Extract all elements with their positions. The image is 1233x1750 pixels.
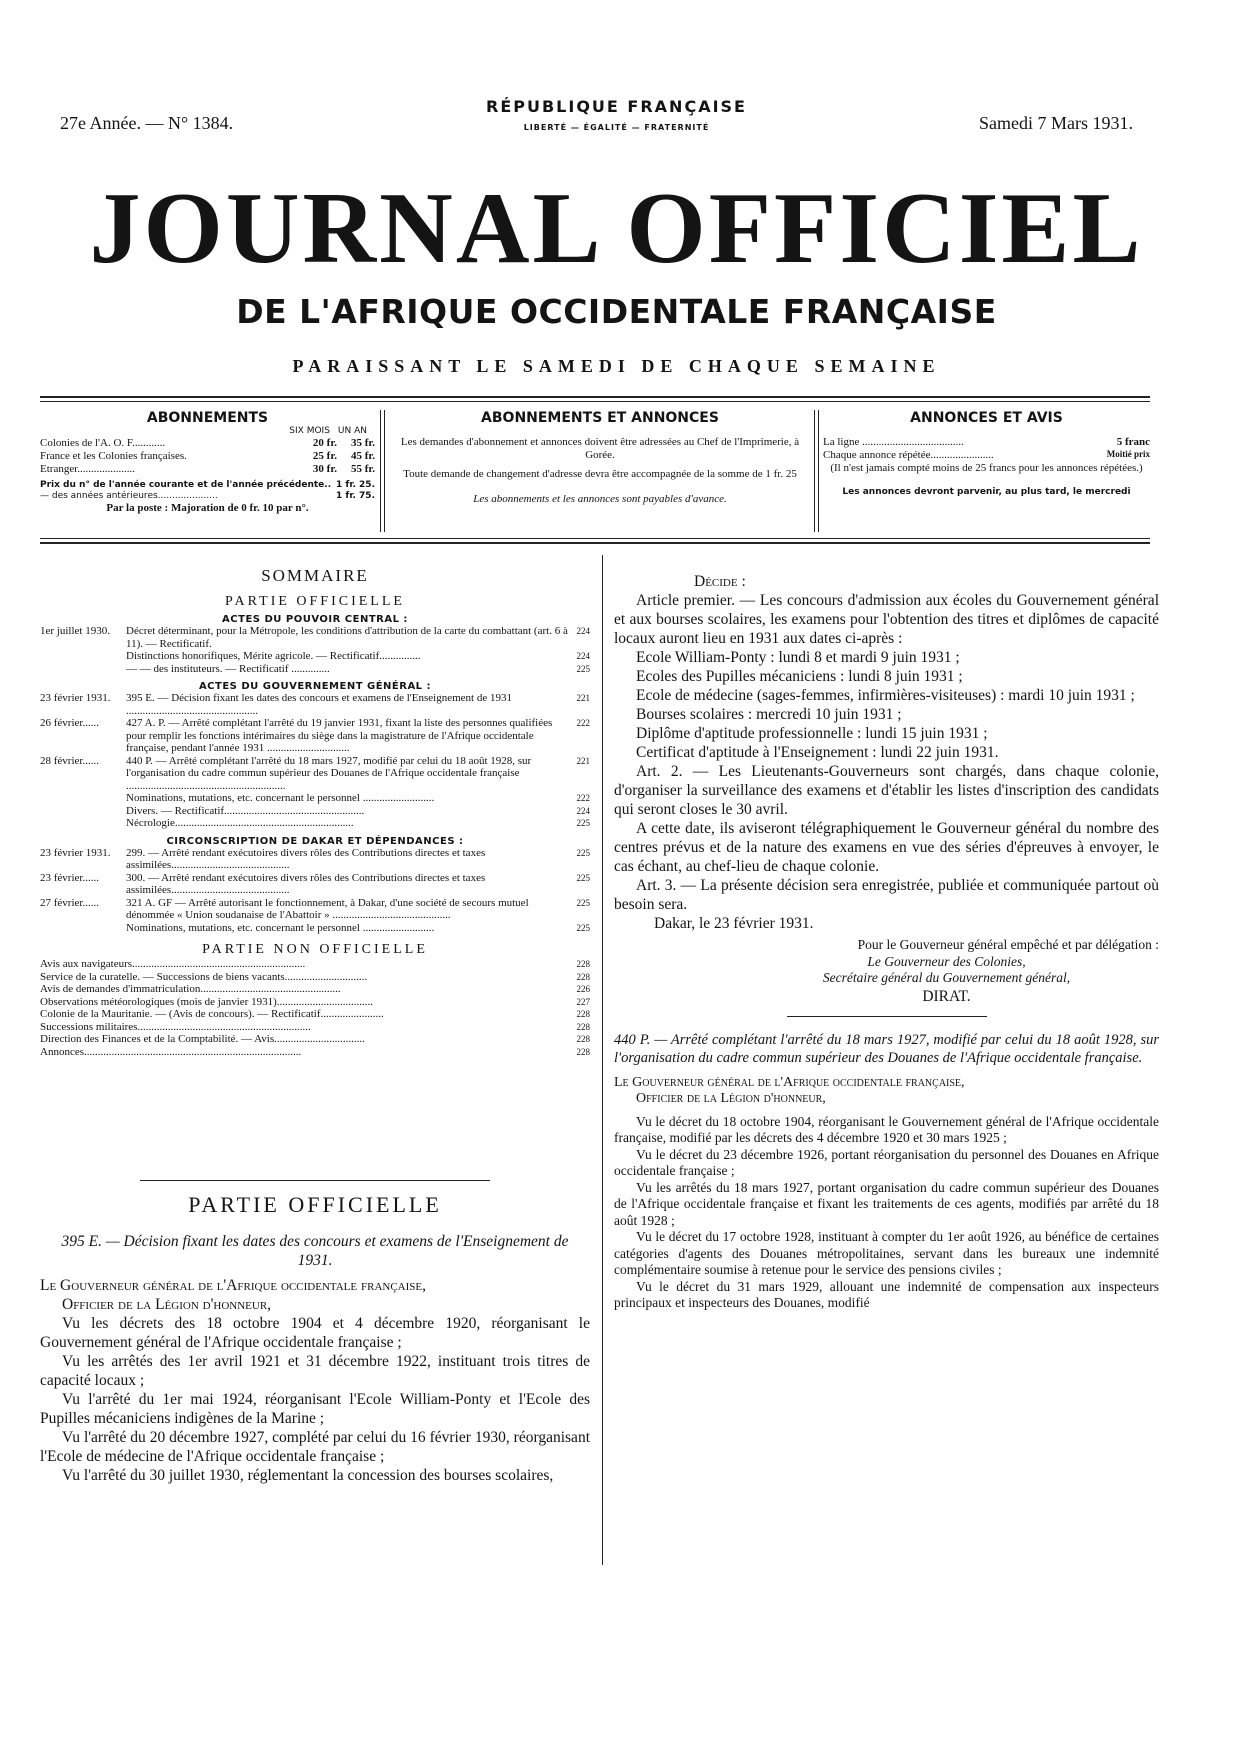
signature-delegation: Pour le Gouverneur général empêché et par délégation : bbox=[857, 937, 1159, 952]
toc-page-number: 221 bbox=[576, 755, 590, 766]
toc-dakar-list bbox=[40, 847, 590, 935]
toc-date bbox=[40, 817, 126, 830]
decision-title: 395 E. — Décision fixant les dates des concours et examens de l'Enseignement de 1931. bbox=[61, 1233, 569, 1269]
toc-entry bbox=[40, 983, 590, 996]
poste-note: Par la poste : Majoration de 0 fr. 10 par n°. bbox=[106, 502, 309, 514]
toc-text: Divers. — Rectificatif................................................... bbox=[126, 804, 365, 817]
toc-entry bbox=[40, 1008, 590, 1021]
toc-entry bbox=[40, 805, 590, 818]
toc-non-officielle-list bbox=[40, 958, 590, 1058]
toc-page-number: 225 bbox=[576, 818, 590, 828]
considerant-paragraph: Vu le décret du 17 octobre 1928, instituant à compter du 1er août 1926, au bénéfice de certaines catégories d'agents des Douanes métropolitaines, servant dans les bureaux une indemnité complémentaire soumise à retenue pour le service des pensions civiles ; bbox=[614, 1229, 1159, 1277]
considerant-paragraph: Vu l'arrêté du 30 juillet 1930, réglementant la concession des bourses scolaires, bbox=[62, 1467, 554, 1484]
toc-pouvoir-list bbox=[40, 625, 590, 675]
left-body bbox=[40, 1192, 590, 1485]
gouverneur-line: Le Gouverneur général de l'Afrique occidentale française, bbox=[40, 1277, 426, 1294]
toc-text: Colonie de la Mauritanie. — (Avis de concours). — Rectificatif....................... bbox=[40, 1008, 384, 1020]
issue-date: Samedi 7 Mars 1931. bbox=[979, 113, 1133, 133]
signature-role-2: Secrétaire général du Gouvernement général, bbox=[822, 970, 1071, 985]
toc-text: 300. — Arrêté rendant exécutoires divers rôles des Contributions directes et taxes assimilées........................................... bbox=[126, 871, 486, 896]
toc-entry bbox=[40, 625, 590, 650]
ligne-row: La ligne ..................................... 5 franc bbox=[823, 436, 1150, 448]
abonnements-box bbox=[40, 410, 375, 530]
considerant-paragraph: Vu les arrêtés des 1er avril 1921 et 31 décembre 1922, instituant trois titres de capacité locaux ; bbox=[40, 1353, 590, 1389]
toc-page-number: 224 bbox=[576, 805, 590, 816]
issue-number: 27e Année. — N° 1384. bbox=[60, 113, 234, 133]
toc-text: 299. — Arrêté rendant exécutoires divers rôles des Contributions directes et taxes assimilées........................................... bbox=[126, 846, 486, 871]
article-3: Art. 3. — La présente décision sera enregistrée, publiée et communiquée partout où besoin sera. bbox=[614, 877, 1159, 913]
periodicity-line: PARAISSANT LE SAMEDI DE CHAQUE SEMAINE bbox=[292, 356, 941, 376]
toc-page-number: 225 bbox=[576, 897, 590, 908]
toc-text: Décret déterminant, pour la Métropole, les conditions d'attribution de la carte du combattant (art. 6 à 11). — Rectificatif. bbox=[126, 625, 568, 650]
toc-page-number: 227 bbox=[576, 996, 590, 1007]
un-an-label: UN AN bbox=[337, 426, 367, 436]
toc-text: Observations météorologiques (mois de janvier 1931)................................... bbox=[40, 995, 374, 1008]
toc-text: 427 A. P. — Arrêté complétant l'arrêté du 19 janvier 1931, fixant la liste des personnes qualifiées pour remplir les fonctions intérimaires du siège dans la magistrature de l'Afrique occidentale française, pendant l'année 1931 .............................. bbox=[126, 717, 553, 754]
header-rule-top bbox=[40, 396, 1150, 398]
deadline-note: Les annonces devront parvenir, au plus tard, le mercredi bbox=[842, 487, 1131, 497]
toc-text: 321 A. GF — Arrêté autorisant le fonctionnement, à Dakar, d'une société de secours mutuel dénommée « Union soudanaise de l'Abattoir » ........................................... bbox=[126, 896, 529, 921]
toc-entry bbox=[40, 1021, 590, 1034]
toc-page-number: 226 bbox=[576, 984, 590, 994]
toc-page-number: 225 bbox=[576, 872, 590, 883]
abonnements-heading: ABONNEMENTS bbox=[146, 410, 269, 426]
decide-heading: Décide : bbox=[694, 573, 746, 590]
tarif-row: France et les Colonies françaises. 25 fr. 45 fr. bbox=[40, 450, 375, 462]
changement-note: Toute demande de changement d'adresse devra être accompagnée de la somme de 1 fr. 25 bbox=[403, 468, 797, 480]
considerant-paragraph: Vu l'arrêté du 20 décembre 1927, complété par celui du 16 février 1930, réorganisant l'Ecole de médecine de l'Afrique occidentale française ; bbox=[40, 1429, 590, 1465]
officier-line: Officier de la Légion d'honneur, bbox=[62, 1296, 272, 1313]
toc-text: Direction des Finances et de la Comptabilité. — Avis................................. bbox=[40, 1033, 365, 1045]
tarif-row: Etranger..................... 30 fr. 55 fr. bbox=[40, 463, 375, 475]
toc-date: 1er juillet 1930. bbox=[40, 625, 110, 637]
toc-text: Nominations, mutations, etc. concernant le personnel .......................... bbox=[126, 921, 435, 934]
partie-officielle-title: PARTIE OFFICIELLE bbox=[188, 1192, 442, 1217]
exam-date-line: Ecole de médecine (sages-femmes, infirmières-visiteuses) : mardi 10 juin 1931 ; bbox=[636, 687, 1135, 704]
toc-date bbox=[40, 792, 126, 805]
partie-officielle-heading: PARTIE OFFICIELLE bbox=[225, 594, 405, 609]
toc-date: 23 février 1931. bbox=[40, 692, 111, 704]
toc-page-number: 224 bbox=[576, 651, 590, 661]
toc-date bbox=[40, 663, 126, 676]
box-divider bbox=[818, 410, 819, 532]
considerant-paragraph: Vu les arrêtés du 18 mars 1927, portant organisation du cadre commun supérieur des Douanes de l'Afrique occidentale française et fixant les traitements de ces agents, modifiés par arrêté du 18 août 1928 ; bbox=[614, 1179, 1159, 1228]
toc-page-number: 221 bbox=[576, 693, 590, 703]
toc-page-number: 225 bbox=[576, 847, 590, 858]
place-date: Dakar, le 23 février 1931. bbox=[654, 915, 814, 932]
abonnements-annonces-box bbox=[390, 410, 810, 530]
arrete-title: 440 P. — Arrêté complétant l'arrêté du 18 mars 1927, modifié par celui du 18 août 1928, sur l'organisation du cadre commun supérieur des Douanes de l'Afrique occidentale française. bbox=[614, 1031, 1159, 1066]
column-divider bbox=[602, 555, 603, 1565]
toc-page-number: 228 bbox=[576, 971, 590, 982]
annonces-avis-heading: ANNONCES ET AVIS bbox=[910, 410, 1063, 426]
toc-text: Avis de demandes d'immatriculation................................................... bbox=[40, 983, 341, 995]
toc-entry bbox=[40, 650, 590, 663]
signer-name: DIRAT. bbox=[922, 987, 971, 1005]
partie-non-officielle-heading: PARTIE NON OFFICIELLE bbox=[202, 942, 428, 957]
abonnements-table bbox=[40, 437, 375, 476]
right-body bbox=[614, 572, 1159, 1312]
toc-entry bbox=[40, 996, 590, 1009]
adresse-note: Les demandes d'abonnement et annonces doivent être adressées au Chef de l'Imprimerie, à Gorée. bbox=[400, 436, 800, 461]
toc-entry bbox=[40, 817, 590, 830]
toc-page-number: 222 bbox=[576, 718, 590, 728]
toc-entry bbox=[40, 872, 590, 897]
toc-text: Distinctions honorifiques, Mérite agricole. — Rectificatif............... bbox=[126, 650, 421, 662]
header-rule-bottom-thick bbox=[40, 542, 1150, 544]
toc-text: Nécrologie................................................................. bbox=[126, 817, 354, 829]
toc-text: 440 P. — Arrêté complétant l'arrêté du 18 mars 1927, modifié par celui du 18 août 1928, sur l'organisation du cadre commun supérieur des Douanes de l'Afrique occidentale française .......................................................... bbox=[126, 754, 532, 792]
considerant-paragraph: Vu le décret du 23 décembre 1926, portant réorganisation du personnel des Douanes en Afrique occidentale française ; bbox=[614, 1146, 1159, 1178]
officier-line-right: Officier de la Légion d'honneur, bbox=[636, 1091, 826, 1106]
exam-date-line: Ecole William-Ponty : lundi 8 et mardi 9 juin 1931 ; bbox=[636, 649, 960, 666]
toc-text: Avis aux navigateurs............................................................... bbox=[40, 958, 306, 970]
journal-subtitle: DE L'AFRIQUE OCCIDENTALE FRANÇAISE bbox=[236, 292, 997, 331]
toc-date bbox=[40, 922, 126, 935]
toc-page-number: 228 bbox=[576, 1046, 590, 1057]
journal-title: JOURNAL OFFICIEL bbox=[89, 172, 1144, 285]
toc-date: 23 février...... bbox=[40, 871, 99, 884]
toc-page-number: 228 bbox=[576, 1034, 590, 1044]
toc-entry bbox=[40, 897, 590, 922]
toc-entry bbox=[40, 692, 590, 717]
tarif-row: Colonies de l'A. O. F............ 20 fr. 35 fr. bbox=[40, 437, 375, 449]
toc-page-number: 222 bbox=[576, 793, 590, 803]
repetee-row: Chaque annonce répétée....................... Moitié prix bbox=[823, 449, 1150, 461]
toc-page-number: 224 bbox=[576, 626, 590, 636]
sommaire bbox=[40, 566, 590, 1058]
considerant-paragraph: Vu le décret du 31 mars 1929, allouant une indemnité de compensation aux inspecteurs principaux et inspecteurs des Douanes, modifié bbox=[614, 1278, 1159, 1310]
considerant-paragraph: Vu l'arrêté du 1er mai 1924, réorganisant l'Ecole William-Ponty et l'Ecole des Pupilles mécaniciens indigènes de la Marine ; bbox=[40, 1391, 590, 1427]
toc-entry bbox=[40, 958, 590, 971]
toc-entry bbox=[40, 717, 590, 755]
abonnements-annonces-heading: ABONNEMENTS ET ANNONCES bbox=[481, 410, 719, 426]
toc-date: 26 février...... bbox=[40, 717, 99, 729]
article-2: Art. 2. — Les Lieutenants-Gouverneurs sont chargés, dans chaque colonie, d'organiser la surveillance des examens et d'établir les listes d'inscription des candidats qui seront closes le 30 avril. bbox=[614, 763, 1159, 818]
sommaire-end-rule bbox=[140, 1180, 490, 1181]
exam-date-line: Certificat d'aptitude à l'Enseignement : lundi 22 juin 1931. bbox=[636, 744, 999, 761]
toc-date: 27 février...... bbox=[40, 896, 99, 909]
toc-page-number: 225 bbox=[576, 663, 590, 674]
anterieures-row: — des années antérieures..................... 1 fr. 75. bbox=[40, 491, 375, 501]
circonscription-heading: CIRCONSCRIPTION DE DAKAR ET DÉPENDANCES : bbox=[166, 835, 464, 847]
toc-gouv-list bbox=[40, 692, 590, 830]
toc-entry bbox=[40, 922, 590, 935]
toc-entry bbox=[40, 1046, 590, 1059]
toc-text: Service de la curatelle. — Successions de biens vacants.............................. bbox=[40, 970, 368, 983]
republic-motto: LIBERTÉ — ÉGALITÉ — FRATERNITÉ bbox=[523, 123, 710, 132]
avance-note: Les abonnements et les annonces sont payables d'avance. bbox=[473, 493, 727, 505]
minimum-note: (Il n'est jamais compté moins de 25 francs pour les annonces répétées.) bbox=[830, 462, 1143, 474]
exam-date-line: Ecoles des Pupilles mécaniciens : lundi 8 juin 1931 ; bbox=[636, 668, 963, 685]
toc-text: Annonces............................................................................... bbox=[40, 1045, 302, 1058]
toc-entry bbox=[40, 792, 590, 805]
exam-date-line: Bourses scolaires : mercredi 10 juin 1931 ; bbox=[636, 706, 902, 723]
toc-page-number: 228 bbox=[576, 959, 590, 969]
prix-row: Prix du n° de l'année courante et de l'année précédente.. 1 fr. 25. bbox=[40, 480, 375, 490]
toc-entry bbox=[40, 663, 590, 676]
box-divider bbox=[380, 410, 381, 532]
toc-entry bbox=[40, 755, 590, 793]
header-rule-top-thin bbox=[40, 401, 1150, 402]
right-considerants bbox=[614, 1114, 1159, 1312]
considerant-paragraph: Vu le décret du 18 octobre 1904, réorganisant le Gouvernement général de l'Afrique occidentale française, modifié par les décrets des 4 décembre 1920 et 30 mars 1925 ; bbox=[614, 1113, 1159, 1145]
six-mois-label: SIX MOIS bbox=[289, 426, 330, 436]
toc-date: 28 février...... bbox=[40, 754, 99, 767]
toc-text: — — des instituteurs. — Rectificatif .............. bbox=[126, 662, 330, 675]
section-rule bbox=[787, 1016, 987, 1017]
signature-role-1: Le Gouverneur des Colonies, bbox=[867, 953, 1026, 969]
toc-entry bbox=[40, 1033, 590, 1046]
gouverneur-line-right: Le Gouverneur général de l'Afrique occidentale française, bbox=[614, 1074, 965, 1090]
toc-page-number: 228 bbox=[576, 1021, 590, 1032]
box-divider bbox=[384, 410, 385, 532]
annonces-avis-box bbox=[823, 410, 1150, 530]
toc-text: Nominations, mutations, etc. concernant le personnel .......................... bbox=[126, 792, 435, 804]
exam-dates-list bbox=[614, 648, 1159, 762]
actes-pouvoir-heading: ACTES DU POUVOIR CENTRAL : bbox=[222, 614, 408, 625]
exam-date-line: Diplôme d'aptitude professionnelle : lundi 15 juin 1931 ; bbox=[636, 725, 988, 742]
toc-date bbox=[40, 650, 126, 663]
toc-page-number: 225 bbox=[576, 922, 590, 933]
toc-entry bbox=[40, 971, 590, 984]
toc-text: 395 E. — Décision fixant les dates des concours et examens de l'Enseignement de 1931 ................................................ bbox=[126, 692, 512, 717]
actes-gouv-heading: ACTES DU GOUVERNEMENT GÉNÉRAL : bbox=[198, 681, 432, 692]
article-2-cont: A cette date, ils aviseront télégraphiquement le Gouverneur général du nombre des centres prévus et de la nature des examens en vue des séries d'épreuves à envoyer, le cas échant, au chef-lieu de chaque colonie. bbox=[614, 820, 1159, 875]
left-considerants bbox=[40, 1314, 590, 1485]
toc-text: Successions militaires............................................................... bbox=[40, 1020, 311, 1033]
toc-date: 23 février 1931. bbox=[40, 846, 111, 859]
header-rule-bottom bbox=[40, 538, 1150, 539]
considerant-paragraph: Vu les décrets des 18 octobre 1904 et 4 décembre 1920, réorganisant le Gouvernement général de l'Afrique occidentale française ; bbox=[40, 1315, 590, 1351]
toc-date bbox=[40, 805, 126, 818]
toc-page-number: 228 bbox=[576, 1009, 590, 1019]
box-divider bbox=[814, 410, 815, 532]
sommaire-heading: SOMMAIRE bbox=[261, 566, 369, 585]
republic-heading: RÉPUBLIQUE FRANÇAISE bbox=[486, 97, 747, 116]
article-1: Article premier. — Les concours d'admission aux écoles du Gouvernement général et aux bourses scolaires, les examens pour l'obtention des titres et diplômes de capacité locaux auront lieu en 1931 aux dates ci-après : bbox=[614, 592, 1159, 647]
toc-entry bbox=[40, 847, 590, 872]
